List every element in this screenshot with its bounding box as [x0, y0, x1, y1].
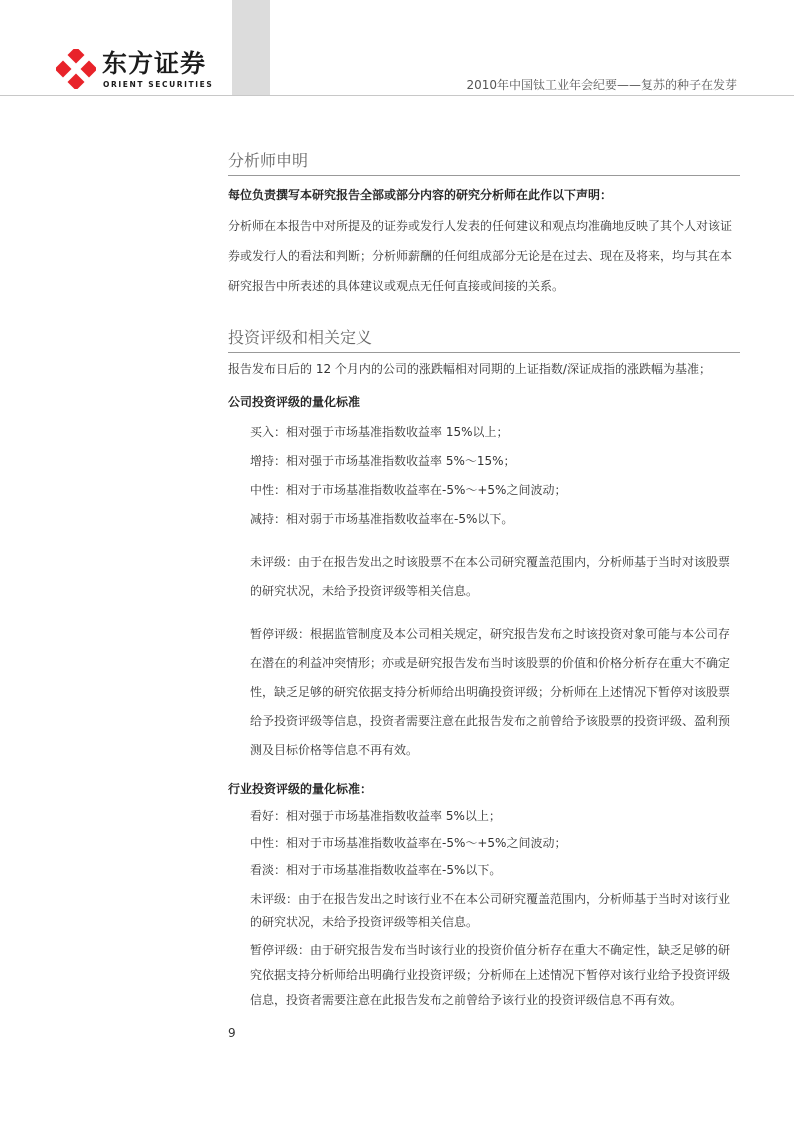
logo-mark-icon — [56, 49, 96, 89]
company-unrated-text: 未评级：由于在报告发出之时该股票不在本公司研究覆盖范围内，分析师基于当时对该股票的研究状况，未给予投资评级等相关信息。 — [250, 555, 731, 598]
company-rating-neutral: 中性：相对于市场基准指数收益率在-5%～+5%之间波动； — [250, 483, 567, 497]
analyst-statement-heading: 分析师申明 — [228, 150, 740, 176]
rating-basis-text: 报告发布日后的 12 个月内的公司的涨跌幅相对同期的上证指数/深证成指的涨跌幅为基准； — [228, 362, 711, 376]
company-rating-overweight: 增持：相对强于市场基准指数收益率 5%～15%； — [250, 454, 516, 468]
rating-definitions-heading: 投资评级和相关定义 — [228, 327, 740, 353]
industry-rating-neutral: 中性：相对于市场基准指数收益率在-5%～+5%之间波动； — [250, 836, 567, 850]
report-title: 2010年中国钛工业年会纪要——复苏的种子在发芽 — [466, 78, 737, 92]
company-rating-underweight: 减持：相对弱于市场基准指数收益率在-5%以下。 — [250, 512, 514, 526]
industry-rating-positive: 看好：相对强于市场基准指数收益率 5%以上； — [250, 809, 501, 823]
company-rating-title: 公司投资评级的量化标准 — [228, 395, 361, 409]
company-rating-list — [228, 418, 740, 534]
header-gray-strip — [232, 0, 270, 96]
industry-rating-list — [228, 803, 740, 884]
logo-brand-cn: 东方证券 — [102, 49, 207, 78]
analyst-statement-intro: 每位负责撰写本研究报告全部或部分内容的研究分析师在此作以下声明： — [228, 188, 613, 202]
header-divider — [0, 95, 794, 96]
industry-unrated-text: 未评级：由于在报告发出之时该行业不在本公司研究覆盖范围内，分析师基于当时对该行业的研究状况，未给予投资评级等相关信息。 — [250, 892, 731, 929]
company-suspended-text: 暂停评级：根据监管制度及本公司相关规定，研究报告发布之时该投资对象可能与本公司存在潜在的利益冲突情形；亦或是研究报告发布当时该股票的价值和价格分析存在重大不确定性，缺乏足够的研究依据支持分析师给出明确投资评级；分析师在上述情况下暂停对该股票给予投资评级等信息，投资者需要注意在此报告发布之前曾给予该股票的投资评级、盈利预测及目标价格等信息不再有效。 — [250, 627, 731, 757]
company-logo — [56, 49, 214, 91]
page-content — [228, 150, 740, 1013]
page-number: 9 — [228, 1026, 236, 1040]
industry-rating-negative: 看淡：相对于市场基准指数收益率在-5%以下。 — [250, 863, 502, 877]
industry-rating-title: 行业投资评级的量化标准： — [228, 782, 373, 796]
company-rating-buy: 买入：相对强于市场基准指数收益率 15%以上； — [250, 425, 509, 439]
analyst-statement-body: 分析师在本报告中对所提及的证券或发行人发表的任何建议和观点均准确地反映了其个人对该证券或发行人的看法和判断；分析师薪酬的任何组成部分无论是在过去、现在及将来，均与其在本研究报告中所表述的具体建议或观点无任何直接或间接的关系。 — [228, 219, 733, 293]
industry-suspended-text: 暂停评级：由于研究报告发布当时该行业的投资价值分析存在重大不确定性，缺乏足够的研究依据支持分析师给出明确行业投资评级；分析师在上述情况下暂停对该行业给予投资评级信息，投资者需要注意在此报告发布之前曾给予该行业的投资评级信息不再有效。 — [250, 943, 731, 1007]
logo-brand-en: ORIENT SECURITIES — [103, 80, 214, 89]
